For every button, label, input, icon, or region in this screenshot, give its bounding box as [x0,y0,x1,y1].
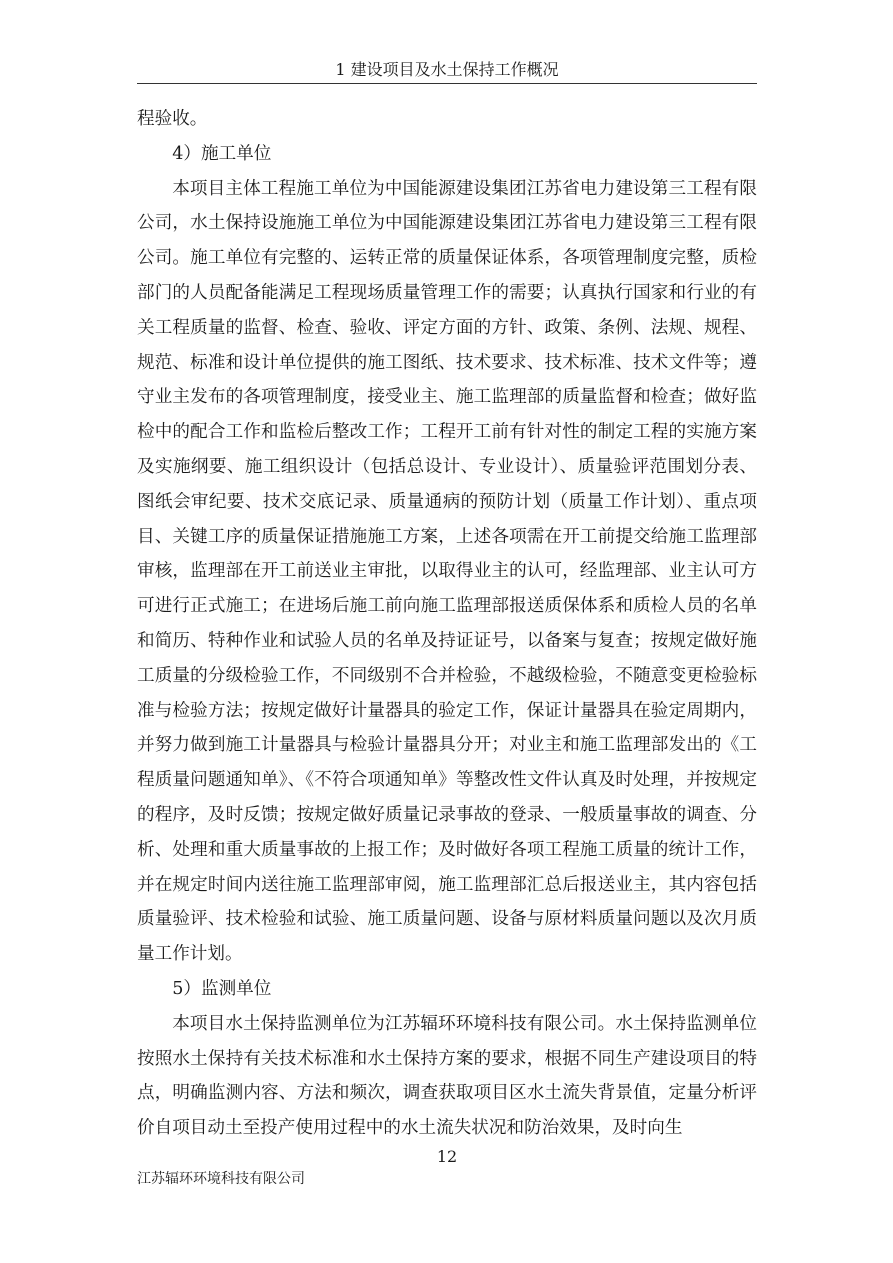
footer-company-name: 江苏辐环环境科技有限公司 [137,1171,305,1187]
header-divider [137,83,757,84]
body-text [137,102,757,1146]
section-heading-construction-unit: 4）施工单位 [172,143,272,164]
page-number: 12 [436,1147,458,1166]
paragraph-continuation: 程验收。 [137,109,208,129]
section-heading-monitoring-unit: 5）监测单位 [172,978,272,999]
running-header: 1 建设项目及水土保持工作概况 [335,60,559,79]
paragraph-monitoring-unit: 本项目水土保持监测单位为江苏辐环环境科技有限公司。水土保持监测单位按照水土保持有关技术标准和水土保持方案的要求，根据不同生产建设项目的特点，明确监测内容、方法和频次，调查获取项目区水土流失背景值，定量分析评价自项目动土至投产使用过程中的水土流失状况和防治效果，及时向生 [137,1013,757,1139]
paragraph-construction-unit: 本项目主体工程施工单位为中国能源建设集团江苏省电力建设第三工程有限公司，水土保持设施施工单位为中国能源建设集团江苏省电力建设第三工程有限公司。施工单位有完整的、运转正常的质量保证体系，各项管理制度完整，质检部门的人员配备能满足工程现场质量管理工作的需要；认真执行国家和行业的有关工程质量的监督、检查、验收、评定方面的方针、政策、条例、法规、规程、规范、标准和设计单位提供的施工图纸、技术要求、技术标准、技术文件等；遵守业主发布的各项管理制度，接受业主、施工监理部的质量监督和检查；做好监检中的配合工作和监检后整改工作；工程开工前有针对性的制定工程的实施方案及实施纲要、施工组织设计（包括总设计、专业设计）、质量验评范围划分表、图纸会审纪要、技术交底记录、质量通病的预防计划（质量工作计划）、重点项目、关键工序的质量保证措施施工方案，上述各项需在开工前提交给施工监理部审核，监理部在开工前送业主审批，以取得业主的认可，经监理部、业主认可方可进行正式施工；在进场后施工前向施工监理部报送质保体系和质检人员的名单和简历、特种作业和试验人员的名单及持证证号，以备案与复查；按规定做好施工质量的分级检验工作，不同级别不合并检验，不越级检验，不随意变更检验标准与检验方法；按规定做好计量器具的验定工作，保证计量器具在验定周期内，并努力做到施工计量器具与检验计量器具分开；对业主和施工监理部发出的《工程质量问题通知单》、《不符合项通知单》等整改性文件认真及时处理，并按规定的程序，及时反馈；按规定做好质量记录事故的登录、一般质量事故的调查、分析、处理和重大质量事故的上报工作；及时做好各项工程施工质量的统计工作，并在规定时间内送往施工监理部审阅，施工监理部汇总后报送业主，其内容包括质量验评、技术检验和试验、施工质量问题、设备与原材料质量问题以及次月质量工作计划。 [137,178,757,965]
